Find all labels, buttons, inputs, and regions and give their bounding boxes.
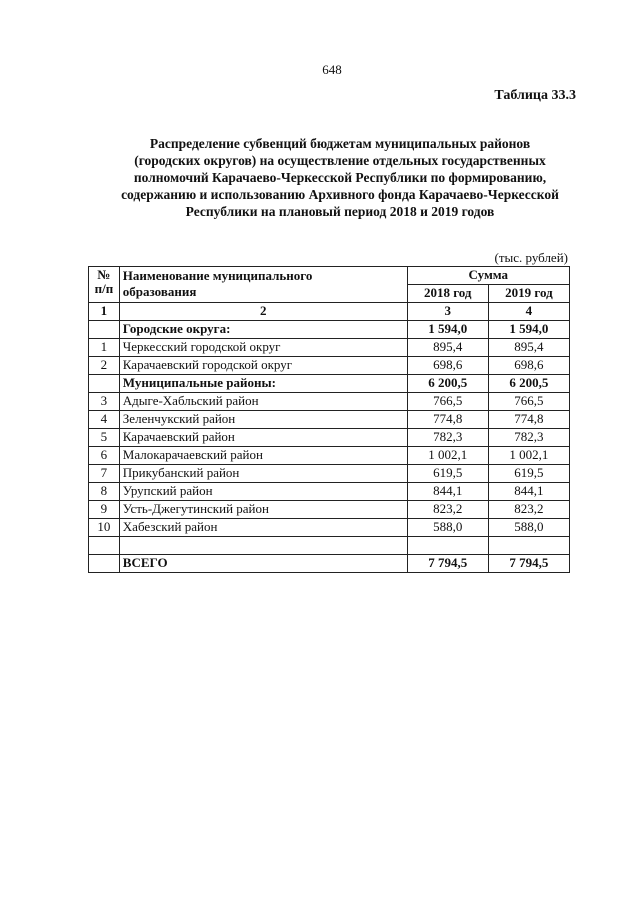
column-number-row — [89, 303, 570, 321]
title-line: содержанию и использованию Архивного фонда Карачаево-Черкесской — [121, 187, 559, 202]
row-number-cell — [89, 321, 120, 339]
header-num-line1: № — [97, 267, 111, 282]
table-label: Таблица 33.3 — [494, 88, 576, 103]
row-value-2019: 782,3 — [488, 429, 569, 447]
total-number-cell — [89, 555, 120, 573]
row-value-2018: 774,8 — [407, 411, 488, 429]
row-number-cell: 8 — [89, 483, 120, 501]
row-value-2019: 6 200,5 — [488, 375, 569, 393]
row-number-cell: 4 — [89, 411, 120, 429]
row-name-cell: Черкесский городской округ — [119, 339, 407, 357]
col-number-1: 1 — [89, 303, 120, 321]
header-row — [89, 267, 570, 285]
row-number-cell: 1 — [89, 339, 120, 357]
table-row — [89, 339, 570, 357]
row-value-2019: 588,0 — [488, 519, 569, 537]
row-name-cell: Хабезский район — [119, 519, 407, 537]
table-row — [89, 483, 570, 501]
row-value-2019: 619,5 — [488, 465, 569, 483]
row-name-cell: Карачаевский городской округ — [119, 357, 407, 375]
row-name-cell: Карачаевский район — [119, 429, 407, 447]
table-row — [89, 447, 570, 465]
document-title — [100, 135, 580, 220]
col-number-3: 3 — [407, 303, 488, 321]
table-row — [89, 519, 570, 537]
title-line: полномочий Карачаево-Черкесской Республики по формированию, — [133, 170, 547, 185]
row-name-cell: Урупский район — [119, 483, 407, 501]
total-value-2018: 7 794,5 — [407, 555, 488, 573]
row-value-2018: 895,4 — [407, 339, 488, 357]
row-number-cell: 10 — [89, 519, 120, 537]
row-number-cell: 6 — [89, 447, 120, 465]
row-name-cell: Малокарачаевский район — [119, 447, 407, 465]
row-value-2018: 6 200,5 — [407, 375, 488, 393]
units-note: (тыс. рублей) — [494, 250, 568, 265]
header-year-2019: 2019 год — [488, 285, 569, 303]
row-value-2018: 619,5 — [407, 465, 488, 483]
row-name-cell: Прикубанский район — [119, 465, 407, 483]
row-name-cell: Усть-Джегутинский район — [119, 501, 407, 519]
row-name-cell: Адыге-Хабльский район — [119, 393, 407, 411]
header-year-2018: 2018 год — [407, 285, 488, 303]
title-line: Республики на плановый период 2018 и 2019 годов — [185, 204, 495, 219]
row-value-2018: 823,2 — [407, 501, 488, 519]
row-name-cell: Зеленчукский район — [119, 411, 407, 429]
row-value-2018: 766,5 — [407, 393, 488, 411]
table-row — [89, 393, 570, 411]
title-line: Распределение субвенций бюджетам муниципальных районов — [149, 136, 531, 151]
col-number-4: 4 — [488, 303, 569, 321]
row-number-cell — [89, 375, 120, 393]
row-value-2019: 1 002,1 — [488, 447, 569, 465]
row-value-2018: 782,3 — [407, 429, 488, 447]
header-num-cell — [89, 267, 120, 303]
row-value-2019: 823,2 — [488, 501, 569, 519]
spacer-cell — [488, 537, 569, 555]
row-value-2018: 1 594,0 — [407, 321, 488, 339]
table-row — [89, 375, 570, 393]
row-value-2019: 895,4 — [488, 339, 569, 357]
row-name-cell: Муниципальные районы: — [119, 375, 407, 393]
row-value-2019: 766,5 — [488, 393, 569, 411]
row-value-2019: 1 594,0 — [488, 321, 569, 339]
total-label: ВСЕГО — [119, 555, 407, 573]
row-name-cell: Городские округа: — [119, 321, 407, 339]
row-number-cell: 7 — [89, 465, 120, 483]
spacer-row — [89, 537, 570, 555]
col-number-2: 2 — [119, 303, 407, 321]
table-row — [89, 429, 570, 447]
row-number-cell: 2 — [89, 357, 120, 375]
row-value-2019: 844,1 — [488, 483, 569, 501]
header-sum-cell: Сумма — [407, 267, 569, 285]
row-number-cell: 3 — [89, 393, 120, 411]
table-row — [89, 501, 570, 519]
row-value-2018: 588,0 — [407, 519, 488, 537]
header-name-line2: образования — [122, 284, 197, 299]
total-row — [89, 555, 570, 573]
table-row — [89, 465, 570, 483]
header-num-line2: п/п — [94, 281, 114, 296]
page-number: 648 — [322, 62, 342, 77]
header-name-line1: Наименование муниципального — [122, 268, 313, 283]
row-value-2018: 698,6 — [407, 357, 488, 375]
total-value-2019: 7 794,5 — [488, 555, 569, 573]
row-number-cell: 9 — [89, 501, 120, 519]
row-value-2019: 774,8 — [488, 411, 569, 429]
subvention-table — [88, 266, 570, 573]
table-row — [89, 357, 570, 375]
table-row — [89, 411, 570, 429]
row-value-2018: 1 002,1 — [407, 447, 488, 465]
spacer-cell — [89, 537, 120, 555]
row-value-2019: 698,6 — [488, 357, 569, 375]
table-row — [89, 321, 570, 339]
header-name-cell — [119, 267, 407, 303]
row-number-cell: 5 — [89, 429, 120, 447]
title-line: (городских округов) на осуществление отдельных государственных — [134, 153, 546, 168]
spacer-cell — [119, 537, 407, 555]
row-value-2018: 844,1 — [407, 483, 488, 501]
spacer-cell — [407, 537, 488, 555]
